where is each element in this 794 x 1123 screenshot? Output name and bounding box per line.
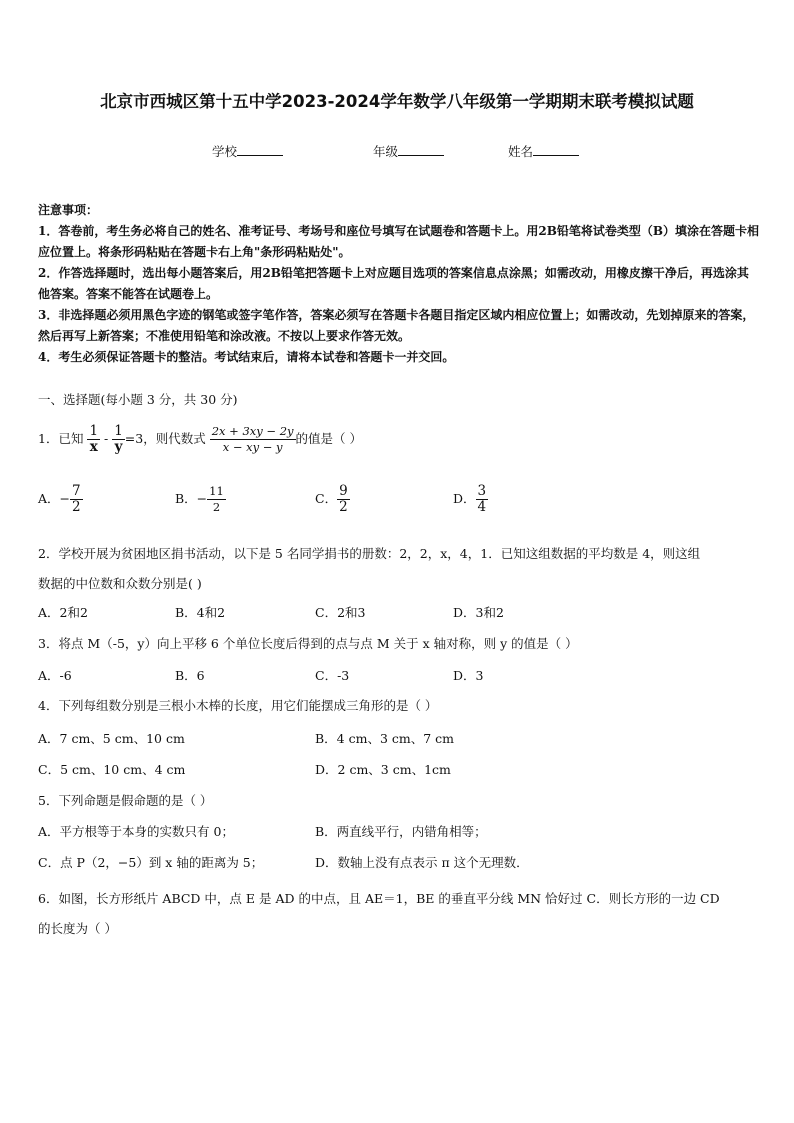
school-label: 学校 bbox=[212, 144, 238, 159]
q1-prefix: 1．已知 bbox=[38, 431, 84, 446]
q1-suffix: 的值是（ ） bbox=[295, 431, 363, 446]
notice-item: 2．作答选择题时，选出每小题答案后，用2B铅笔把答题卡上对应题目选项的答案信息点涂黑；如需改动，用橡皮擦干净后，再选涂其他答案。答案不能答在试题卷上。 bbox=[38, 266, 749, 301]
name-label: 姓名 bbox=[508, 144, 534, 159]
q5-option-d: D．数轴上没有点表示 π 这个无理数． bbox=[315, 855, 529, 870]
q1-fraction-1: $\frac{1}{x}$ bbox=[89, 423, 99, 455]
q5-option-a: A．平方根等于本身的实数只有 0； bbox=[38, 824, 234, 839]
q2-option-c: C．2和3 bbox=[315, 605, 366, 620]
grade-blank bbox=[398, 143, 444, 156]
notice-item: 3．非选择题必须用黑色字迹的钢笔或签字笔作答，答案必须写在答题卡各题目指定区域内相应位置上；如需改动，先划掉原来的答案，然后再写上新答案；不准使用铅笔和涂改液。不按以上要求作答无效。 bbox=[38, 308, 755, 343]
q4-option-a: A．7 cm、5 cm、10 cm bbox=[38, 731, 185, 746]
q1-fraction-3: $\frac{2x + 3xy - 2y}{x - xy - y}$ bbox=[211, 424, 294, 454]
q4-option-c: C．5 cm、10 cm、4 cm bbox=[38, 762, 186, 777]
q3-option-b: B．6 bbox=[175, 668, 205, 683]
notice-item: 1．答卷前，考生务必将自己的姓名、准考证号、考场号和座位号填写在试题卷和答题卡上。用2B铅笔将试卷类型（B）填涂在答题卡相应位置上。将条形码粘贴在答题卡右上角"条形码粘贴处"。 bbox=[38, 224, 759, 259]
q2-option-b: B．4和2 bbox=[175, 605, 226, 620]
q1-minus: - bbox=[100, 431, 113, 446]
q3-option-d: D．3 bbox=[453, 668, 484, 683]
q1-option-b: B．− $\frac{11}{2}$ bbox=[175, 484, 224, 514]
q6-line-2: 的长度为（ ） bbox=[38, 921, 117, 936]
q5-option-c: C．点 P（2，−5）到 x 轴的距离为 5； bbox=[38, 855, 264, 870]
notice-item: 4．考生必须保证答题卡的整洁。考试结束后，请将本试卷和答题卡一并交回。 bbox=[38, 350, 455, 364]
q4-option-d: D．2 cm、3 cm、1cm bbox=[315, 762, 451, 777]
question-5: 5．下列命题是假命题的是（ ） bbox=[38, 793, 213, 808]
q6-line-1: 6．如图，长方形纸片 ABCD 中，点 E 是 AD 的中点，且 AE＝1，BE 的垂直平分线 MN 恰好过 C．则长方形的一边 CD bbox=[38, 891, 720, 906]
q1-option-a: A．− $\frac{7}{2}$ bbox=[38, 483, 81, 515]
page-title: 北京市西城区第十五中学2023-2024学年数学八年级第一学期期末联考模拟试题 bbox=[100, 92, 694, 111]
q1-eq: =3，则代数式 bbox=[124, 431, 206, 446]
question-2 bbox=[38, 539, 760, 599]
q1-option-c: C． $\frac{9}{2}$ bbox=[315, 483, 348, 515]
question-1 bbox=[38, 422, 760, 456]
q2-option-d: D．3和2 bbox=[453, 605, 504, 620]
q1-fraction-2: $\frac{1}{y}$ bbox=[114, 423, 123, 455]
q2-option-a: A．2和2 bbox=[38, 605, 88, 620]
section-heading: 一、选择题(每小题 3 分，共 30 分) bbox=[38, 392, 238, 407]
school-field bbox=[212, 142, 283, 160]
q3-option-a: A．-6 bbox=[38, 668, 72, 683]
school-blank bbox=[237, 143, 283, 156]
question-6 bbox=[38, 884, 760, 944]
q5-option-b: B．两直线平行，内错角相等； bbox=[315, 824, 487, 839]
q1-option-d: D． $\frac{3}{4}$ bbox=[453, 483, 487, 515]
name-field bbox=[508, 142, 579, 160]
notice-heading: 注意事项： bbox=[38, 203, 99, 217]
q2-line-2: 数据的中位数和众数分别是( ) bbox=[38, 576, 202, 591]
q4-option-b: B．4 cm、3 cm、7 cm bbox=[315, 731, 455, 746]
question-3: 3．将点 M（-5，y）向上平移 6 个单位长度后得到的点与点 M 关于 x 轴对称，则 y 的值是（ ） bbox=[38, 636, 578, 651]
notice-block bbox=[38, 200, 760, 368]
grade-field bbox=[373, 142, 444, 160]
question-4: 4．下列每组数分别是三根小木棒的长度，用它们能摆成三角形的是（ ） bbox=[38, 698, 438, 713]
name-blank bbox=[533, 143, 579, 156]
q2-line-1: 2．学校开展为贫困地区捐书活动，以下是 5 名同学捐书的册数：2，2，x，4，1．已知这组数据的平均数是 4，则这组 bbox=[38, 546, 701, 561]
grade-label: 年级 bbox=[373, 144, 399, 159]
q3-option-c: C．-3 bbox=[315, 668, 350, 683]
